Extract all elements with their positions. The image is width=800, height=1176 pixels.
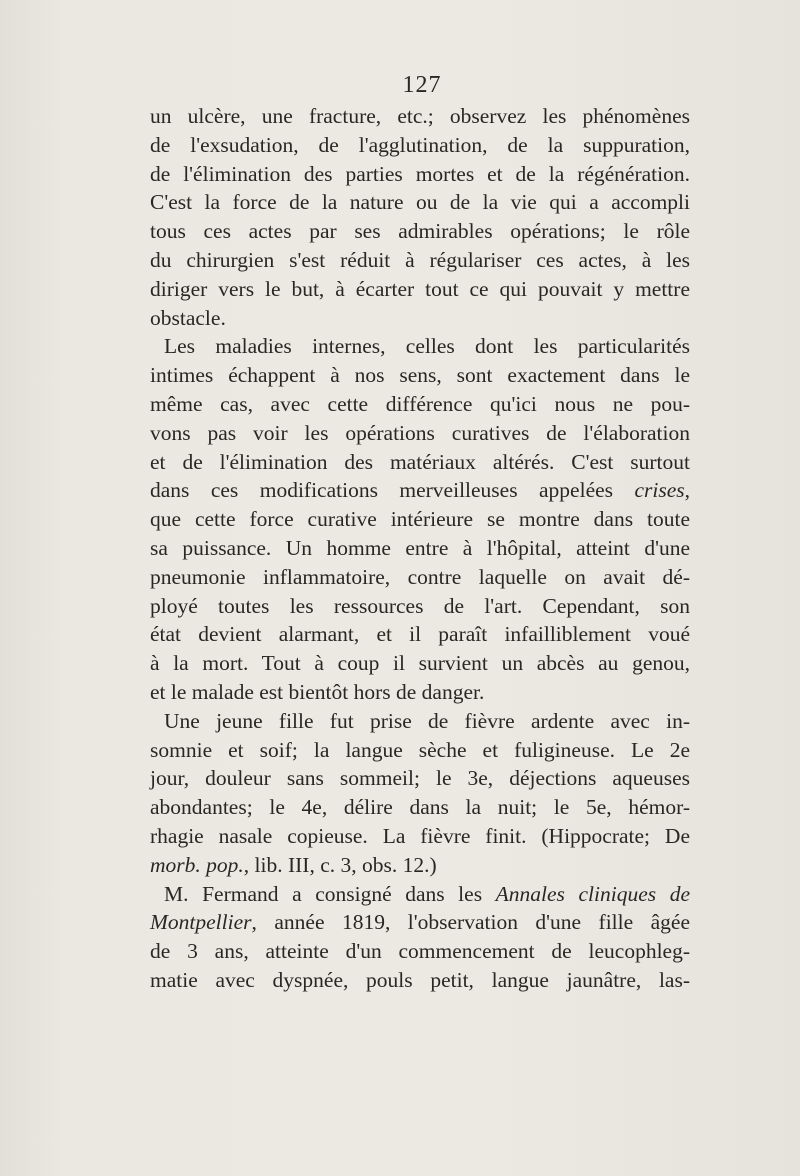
italic-text: morb. pop. <box>150 852 244 877</box>
text-line: sa puissance. Un homme entre à l'hôpital, atteint d'une <box>150 535 690 560</box>
text-line: intimes échappent à nos sens, sont exactement dans le <box>150 363 690 388</box>
text-line: vons pas voir les opérations curatives de l'élaboration <box>150 420 690 445</box>
text-line: dans ces modifications merveilleuses appelées crises, <box>150 478 690 503</box>
italic-text: Montpellier <box>150 910 252 935</box>
text-line: un ulcère, une fracture, etc.; observez les phénomènes <box>150 104 690 128</box>
text-line: abondantes; le 4e, délire dans la nuit; le 5e, hémor- <box>150 795 690 820</box>
text-line: diriger vers le but, à écarter tout ce qui pouvait y mettre <box>150 276 690 301</box>
italic-text: crises <box>634 478 685 503</box>
text-line: rhagie nasale copieuse. La fièvre finit. (Hippocrate; De <box>150 823 690 848</box>
text-line: et de l'élimination des matériaux altérés. C'est surtout <box>150 449 690 474</box>
text-line: pneumonie inflammatoire, contre laquelle on avait dé- <box>150 564 690 589</box>
text-line: tous ces actes par ses admirables opérations; le rôle <box>150 219 690 244</box>
text-line: Une jeune fille fut prise de fièvre ardente avec in- <box>164 708 690 733</box>
text-line: matie avec dyspnée, pouls petit, langue jaunâtre, las- <box>150 967 690 992</box>
text-line: somnie et soif; la langue sèche et fuligineuse. Le 2e <box>150 737 690 762</box>
text-line: à la mort. Tout à coup il survient un abcès au genou, <box>150 651 690 676</box>
text-line: ployé toutes les ressources de l'art. Cependant, son <box>150 593 690 618</box>
text-line: de 3 ans, atteinte d'un commencement de leucophleg- <box>150 939 690 964</box>
body-text <box>150 102 690 995</box>
page-number: 127 <box>402 72 442 98</box>
text-line: du chirurgien s'est réduit à régulariser ces actes, à les <box>150 247 690 272</box>
text-line: Les maladies internes, celles dont les particularités <box>164 334 690 359</box>
text-line: de l'élimination des parties mortes et de la régénération. <box>150 161 690 186</box>
text-line: obstacle. <box>150 305 226 330</box>
text-line: et le malade est bientôt hors de danger. <box>150 679 485 704</box>
text-line: jour, douleur sans sommeil; le 3e, déjections aqueuses <box>150 766 690 791</box>
text-line: état devient alarmant, et il paraît infailliblement voué <box>150 622 690 647</box>
text-line: C'est la force de la nature ou de la vie qui a accompli <box>150 190 690 215</box>
text-line: M. Fermand a consigné dans les Annales cliniques de <box>164 881 690 906</box>
text-line: que cette force curative intérieure se montre dans toute <box>150 507 690 532</box>
text-line: de l'exsudation, de l'agglutination, de la suppuration, <box>150 132 690 157</box>
text-line: même cas, avec cette différence qu'ici nous ne pou- <box>150 391 690 416</box>
italic-text: Annales cliniques de <box>495 881 690 906</box>
text-line: Montpellier, année 1819, l'observation d'une fille âgée <box>150 910 690 935</box>
text-line: morb. pop., lib. III, c. 3, obs. 12.) <box>150 852 437 877</box>
